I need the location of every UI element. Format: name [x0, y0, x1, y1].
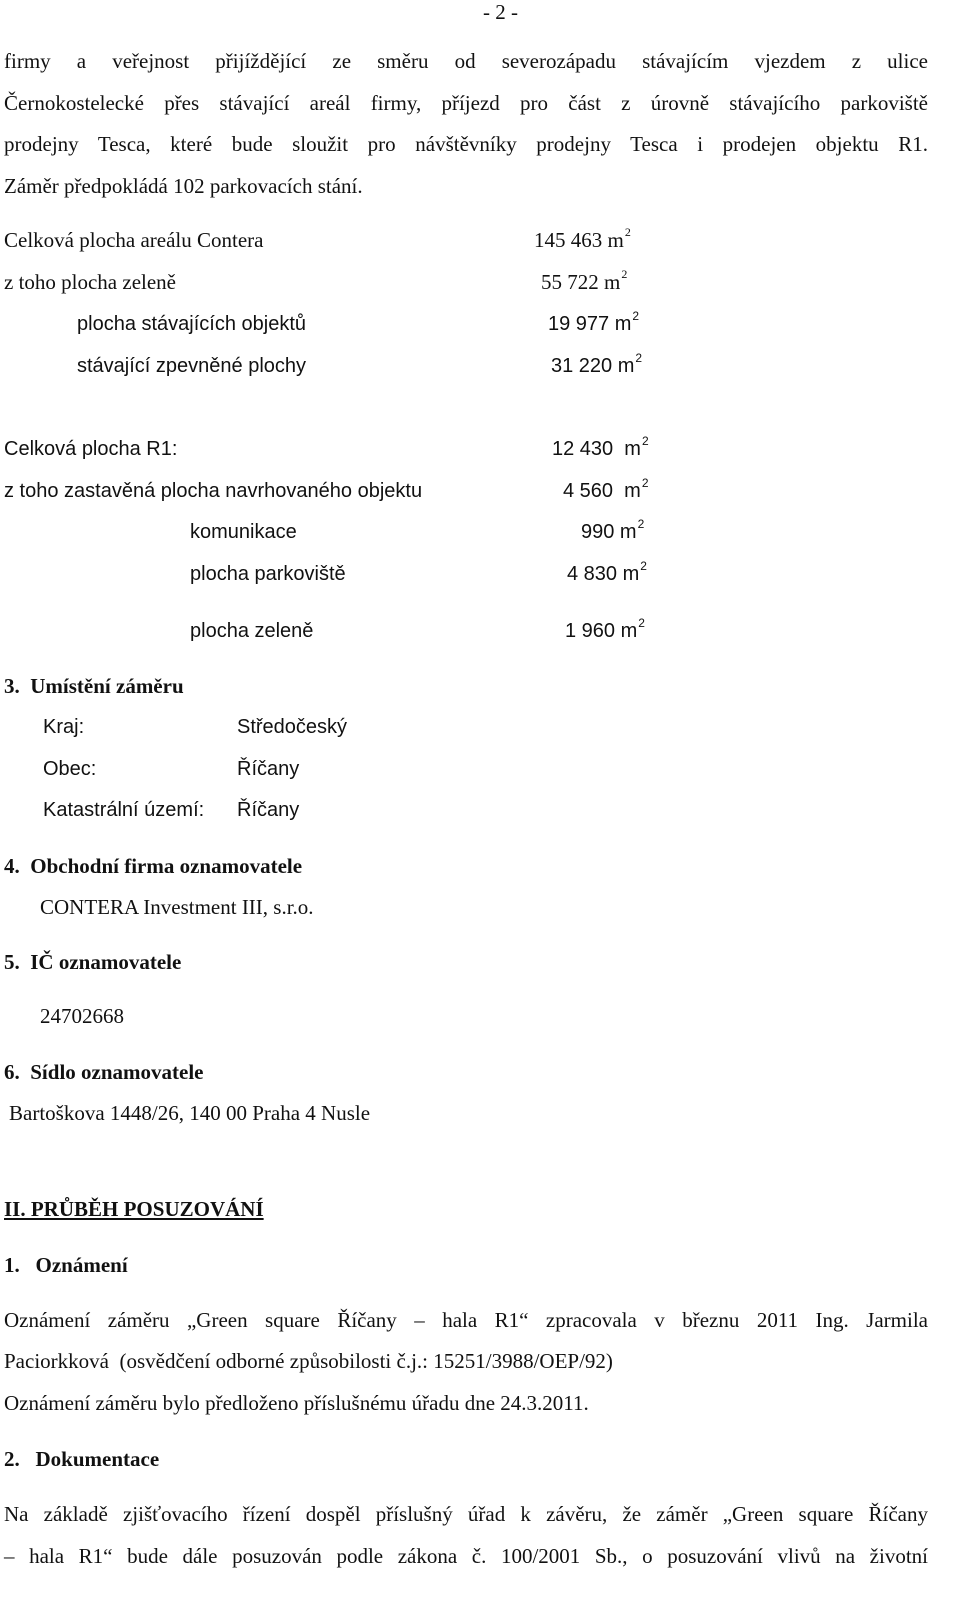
- municipality-label: Obec:: [43, 758, 97, 780]
- r1-built-value: 4 560 $m^2$: [563, 476, 649, 502]
- r1-total-value: 12 430 $m^2$: [552, 434, 649, 460]
- region-label: Kraj:: [43, 716, 85, 738]
- intro-line: Záměr předpokládá 102 parkovacích stání.: [4, 174, 363, 198]
- cadastral-value: Říčany: [237, 799, 300, 821]
- section-location-heading: 3. Umístění záměru: [4, 674, 184, 698]
- region-value: Středočeský: [237, 716, 348, 738]
- documentation-line: – hala R1“ bude dále posuzován podle zákona č. 100/2001 Sb., o posuzování vlivů na životní: [4, 1544, 928, 1568]
- intro-line: prodejny Tesca, které bude sloužit pro návštěvníky prodejny Tesca i prodejen objektu R1.: [4, 132, 928, 156]
- contera-green-value: 55 722 $m^2$: [541, 267, 628, 294]
- cadastral-label: Katastrální území:: [43, 799, 205, 821]
- r1-total-label: Celková plocha R1:: [4, 438, 178, 460]
- r1-parking-value: 4 830 $m^2$: [567, 559, 647, 585]
- company-name: CONTERA Investment III, s.r.o.: [40, 895, 314, 919]
- r1-roads-value: 990 $m^2$: [581, 517, 645, 543]
- company-address: Bartoškova 1448/26, 140 00 Praha 4 Nusle: [9, 1101, 371, 1125]
- notice-line: Oznámení záměru bylo předloženo příslušnému úřadu dne 24.3.2011.: [4, 1391, 589, 1415]
- section-id-heading: 5. IČ oznamovatele: [4, 950, 182, 974]
- company-id: 24702668: [40, 1004, 124, 1028]
- intro-line: Černokostelecké přes stávající areál firmy, příjezd pro část z úrovně stávajícího parkoviště: [4, 91, 928, 115]
- municipality-value: Říčany: [237, 758, 300, 780]
- contera-green-label: z toho plocha zeleně: [4, 270, 176, 294]
- contera-total-label: Celková plocha areálu Contera: [4, 228, 264, 252]
- intro-line: firmy a veřejnost přijíždějící ze směru od severozápadu stávajícím vjezdem z ulice: [4, 49, 928, 73]
- contera-paved-value: 31 220 $m^2$: [551, 351, 643, 377]
- part-assessment-heading: II. PRŮBĚH POSUZOVÁNÍ: [4, 1197, 264, 1221]
- notice-line: Oznámení záměru „Green square Říčany – hala R1“ zpracovala v březnu 2011 Ing. Jarmila: [4, 1308, 928, 1332]
- documentation-line: Na základě zjišťovacího řízení dospěl příslušný úřad k závěru, že záměr „Green square Říčany: [4, 1502, 928, 1526]
- contera-buildings-label: plocha stávajících objektů: [77, 313, 307, 335]
- section-seat-heading: 6. Sídlo oznamovatele: [4, 1060, 204, 1084]
- page-number: - 2 -: [483, 0, 518, 24]
- r1-parking-label: plocha parkoviště: [190, 563, 346, 585]
- contera-buildings-value: 19 977 $m^2$: [548, 309, 640, 335]
- section-company-heading: 4. Obchodní firma oznamovatele: [4, 854, 303, 878]
- r1-roads-label: komunikace: [190, 521, 297, 543]
- notice-heading: 1. Oznámení: [4, 1253, 128, 1277]
- notice-line: Paciorkková (osvědčení odborné způsobilosti č.j.: 15251/3988/OEP/92): [4, 1349, 613, 1373]
- r1-green-label: plocha zeleně: [190, 620, 314, 642]
- contera-paved-label: stávající zpevněné plochy: [77, 355, 307, 377]
- r1-green-value: 1 960 $m^2$: [565, 616, 645, 642]
- documentation-heading: 2. Dokumentace: [4, 1447, 160, 1471]
- contera-total-value: 145 463 $m^2$: [534, 225, 631, 252]
- r1-built-label: z toho zastavěná plocha navrhovaného objektu: [4, 480, 423, 502]
